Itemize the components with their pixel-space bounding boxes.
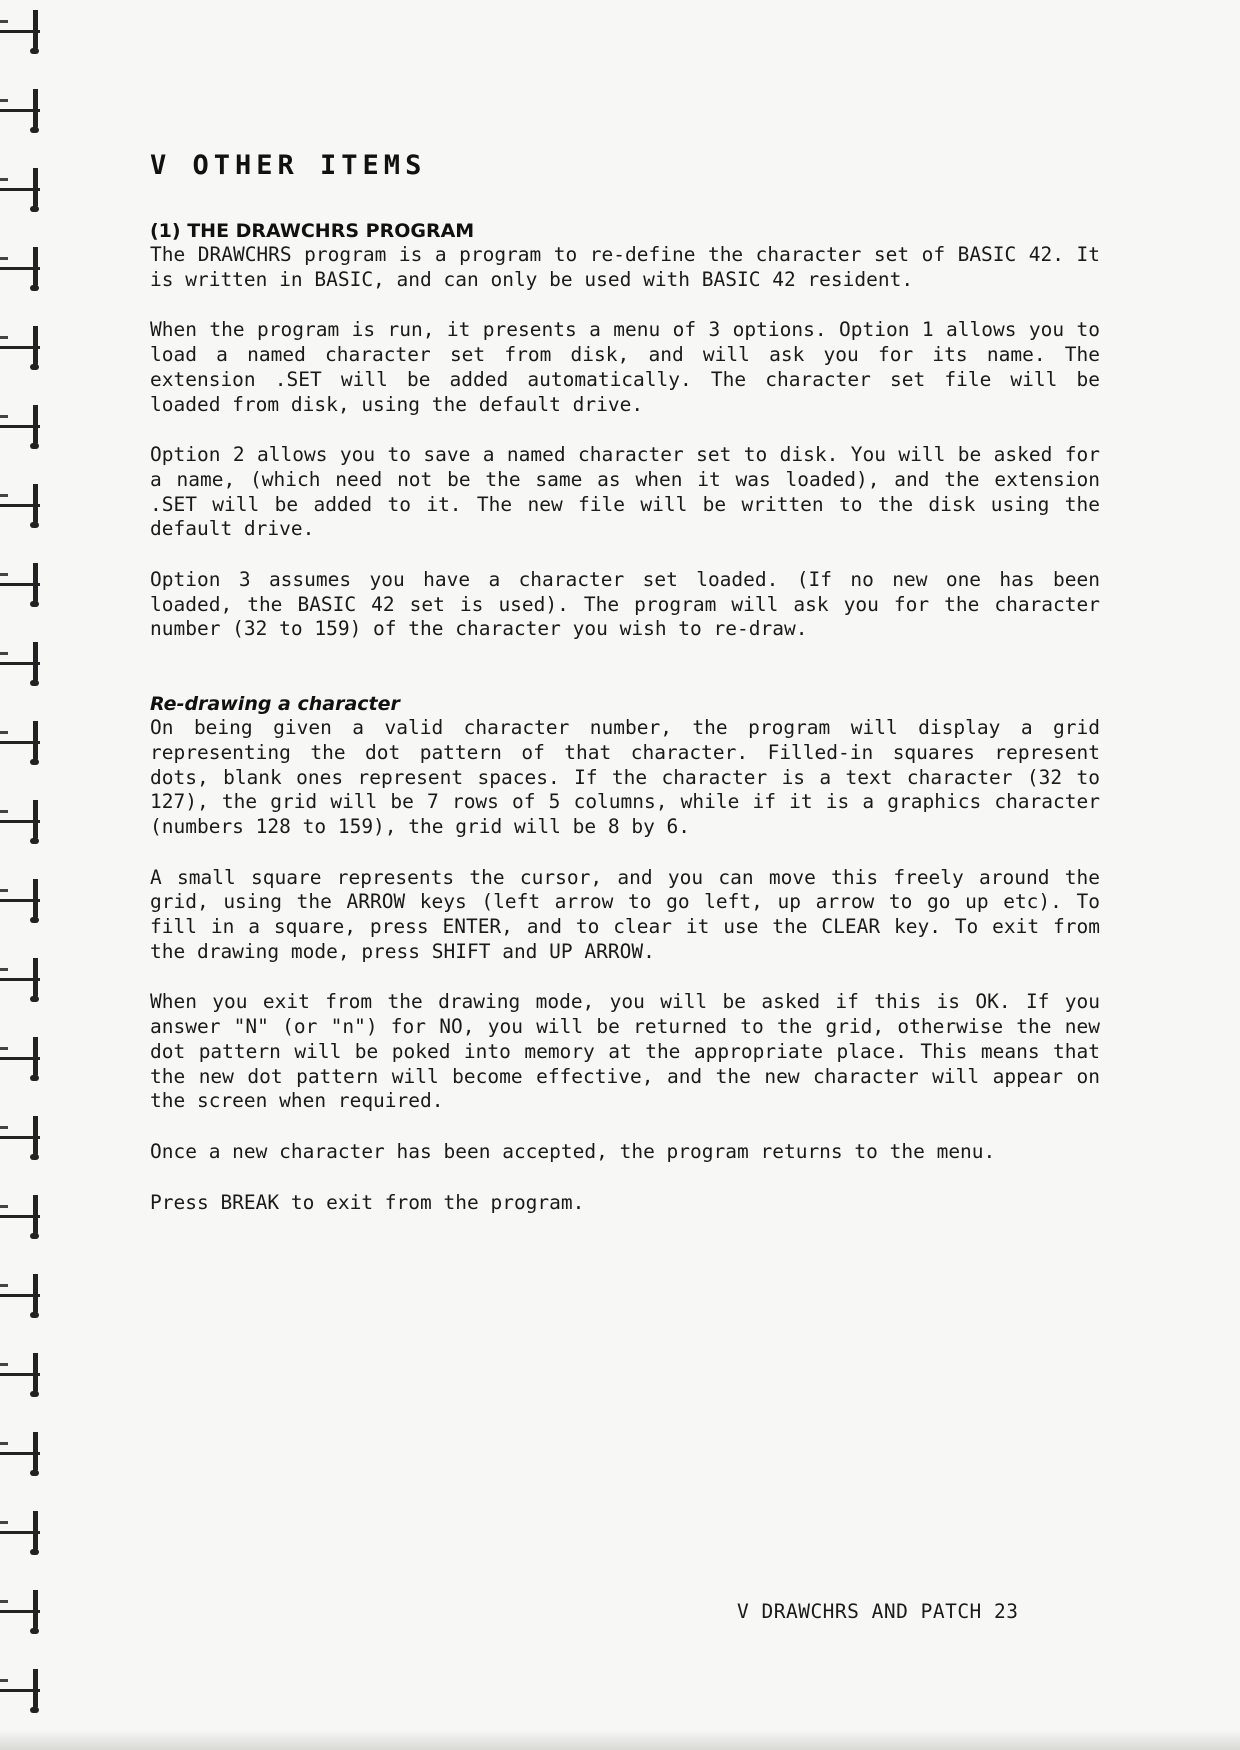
binding-ring <box>0 958 44 1002</box>
section-title: V OTHER ITEMS <box>150 150 427 181</box>
binding-ring <box>0 1353 44 1397</box>
binding-ring <box>0 405 44 449</box>
binding-ring <box>0 1590 44 1634</box>
binding-ring <box>0 1669 44 1713</box>
paragraph: When the program is run, it presents a menu of 3 options. Option 1 allows you to load a named character set from disk, and will ask you for its name. The extension .SET will be added automatically. The character set file will be loaded from disk, using the default drive. <box>150 318 1100 416</box>
binding-ring <box>0 247 44 291</box>
binding-ring <box>0 1274 44 1318</box>
paragraph: The DRAWCHRS program is a program to re-define the character set of BASIC 42. It is written in BASIC, and can only be used with BASIC 42 resident. <box>150 243 1100 291</box>
paragraph: Once a new character has been accepted, the program returns to the menu. <box>150 1139 996 1163</box>
binding-ring <box>0 721 44 765</box>
paragraph: Press BREAK to exit from the program. <box>150 1190 585 1214</box>
scan-edge <box>0 1730 1240 1750</box>
subsection-heading-drawchrs: (1) THE DRAWCHRS PROGRAM <box>150 220 475 242</box>
page-content <box>150 150 1100 1241</box>
binding-ring <box>0 879 44 923</box>
binding-ring <box>0 800 44 844</box>
binding-ring <box>0 1195 44 1239</box>
binding-ring <box>0 1432 44 1476</box>
binding-ring <box>0 326 44 370</box>
paragraph: On being given a valid character number, the program will display a grid representing the dot pattern of that character. Filled-in squares represent dots, blank ones represent spaces. If the character is a text character (32 to 127), the grid will be 7 rows of 5 columns, while if it is a graphics character (numbers 128 to 159), the grid will be 8 by 6. <box>150 716 1100 838</box>
binding-ring <box>0 1511 44 1555</box>
binding-ring <box>0 10 44 54</box>
binding-ring <box>0 642 44 686</box>
binding-ring <box>0 89 44 133</box>
ring-binding <box>0 0 48 1750</box>
binding-ring <box>0 1037 44 1081</box>
paragraph: Option 2 allows you to save a named character set to disk. You will be asked for a name, (which need not be the same as when it was loaded), and the extension .SET will be added to it. The new file will be written to the disk using the default drive. <box>150 443 1100 541</box>
paragraph: When you exit from the drawing mode, you will be asked if this is OK. If you answer "N" (or "n") for NO, you will be returned to the grid, otherwise the new dot pattern will be poked into memory at the appropriate place. This means that the new dot pattern will become effective, and the new character will appear on the screen when required. <box>150 990 1100 1113</box>
subsection-heading-redrawing: Re-drawing a character <box>150 693 400 716</box>
binding-ring <box>0 484 44 528</box>
paragraph: Option 3 assumes you have a character set loaded. (If no new one has been loaded, the BASIC 42 set is used). The program will ask you for the character number (32 to 159) of the character you wish to re-draw. <box>150 568 1100 641</box>
page-footer: V DRAWCHRS AND PATCH 23 <box>737 1600 1019 1623</box>
binding-ring <box>0 168 44 212</box>
binding-ring <box>0 563 44 607</box>
paragraph: A small square represents the cursor, and you can move this freely around the grid, using the ARROW keys (left arrow to go left, up arrow to go up etc). To fill in a square, press ENTER, and to clear it use the CLEAR key. To exit from the drawing mode, press SHIFT and UP ARROW. <box>150 865 1100 963</box>
binding-ring <box>0 1116 44 1160</box>
